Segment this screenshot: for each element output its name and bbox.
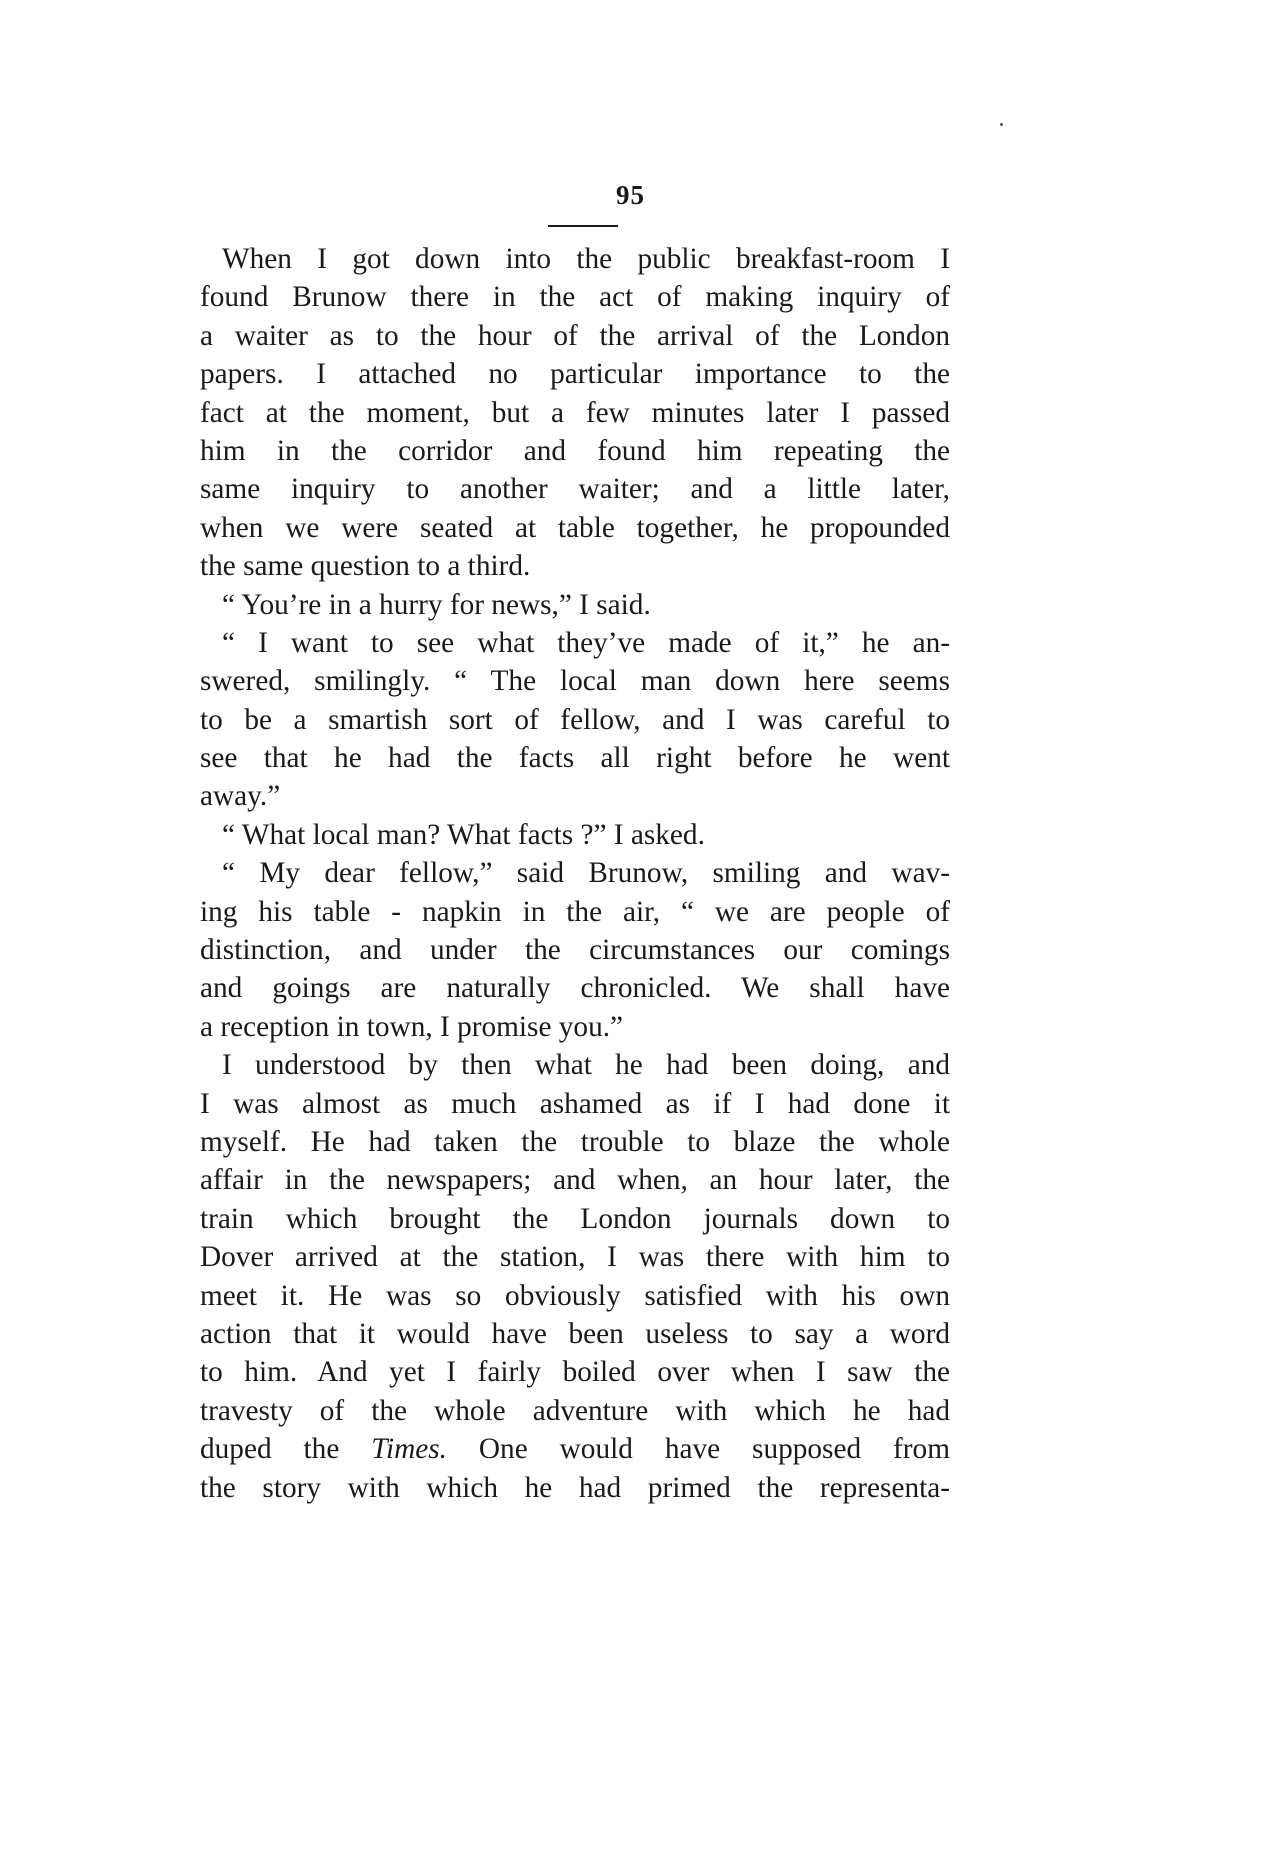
ink-speck <box>1000 123 1003 126</box>
text-line <box>200 1430 950 1468</box>
text-line: found Brunow there in the act of making inquiry of <box>200 281 950 314</box>
text-line: fact at the moment, but a few minutes later I passed <box>200 396 950 429</box>
text-line: action that it would have been useless to say a word <box>200 1317 950 1350</box>
text-line: “ I want to see what they’ve made of it,” he an- <box>222 626 950 659</box>
text-line: train which brought the London journals down to <box>200 1202 950 1235</box>
text-line: to be a smartish sort of fellow, and I was careful to <box>200 703 950 736</box>
text-line: I understood by then what he had been doing, and <box>222 1049 950 1082</box>
text-line: a waiter as to the hour of the arrival of the London <box>200 319 950 352</box>
text-line: travesty of the whole adventure with which he had <box>200 1394 950 1427</box>
text-line: ing his table - napkin in the air, “ we are people of <box>200 895 950 928</box>
text-line: the story with which he had primed the representa- <box>200 1471 950 1504</box>
text-line: I was almost as much ashamed as if I had done it <box>200 1087 950 1120</box>
text-line: “ You’re in a hurry for news,” I said. <box>222 588 651 621</box>
page-number: 95 <box>616 180 645 210</box>
text-line: When I got down into the public breakfast-room I <box>222 243 950 275</box>
italic-title: Times. <box>371 1433 447 1466</box>
text-line: see that he had the facts all right before he went <box>200 742 950 775</box>
text-segment: duped the <box>200 1433 372 1466</box>
text-line: to him. And yet I fairly boiled over when I saw the <box>200 1356 950 1389</box>
text-line: him in the corridor and found him repeating the <box>200 434 950 467</box>
text-line: same inquiry to another waiter; and a little later, <box>200 473 950 506</box>
text-line: myself. He had taken the trouble to blaze the whole <box>200 1125 950 1158</box>
text-line: a reception in town, I promise you.” <box>200 1010 624 1043</box>
text-line: papers. I attached no particular importance to the <box>200 358 950 391</box>
text-line: “ What local man? What facts ?” I asked. <box>222 818 705 851</box>
text-line: distinction, and under the circumstances our comings <box>200 934 950 967</box>
text-line: when we were seated at table together, he propounded <box>200 511 950 544</box>
text-line: meet it. He was so obviously satisfied with his own <box>200 1279 950 1312</box>
text-line: affair in the newspapers; and when, an hour later, the <box>200 1164 950 1197</box>
text-line: and goings are naturally chronicled. We shall have <box>200 972 950 1005</box>
text-segment: One would have supposed from <box>446 1433 950 1466</box>
text-line: away.” <box>200 780 281 813</box>
page-number-rule <box>548 225 618 227</box>
text-line: swered, smilingly. “ The local man down here seems <box>200 665 950 698</box>
text-line: Dover arrived at the station, I was there with him to <box>200 1241 950 1274</box>
text-line: the same question to a third. <box>200 550 531 583</box>
body-text <box>200 240 950 1507</box>
text-line: “ My dear fellow,” said Brunow, smiling and wav- <box>222 857 950 890</box>
